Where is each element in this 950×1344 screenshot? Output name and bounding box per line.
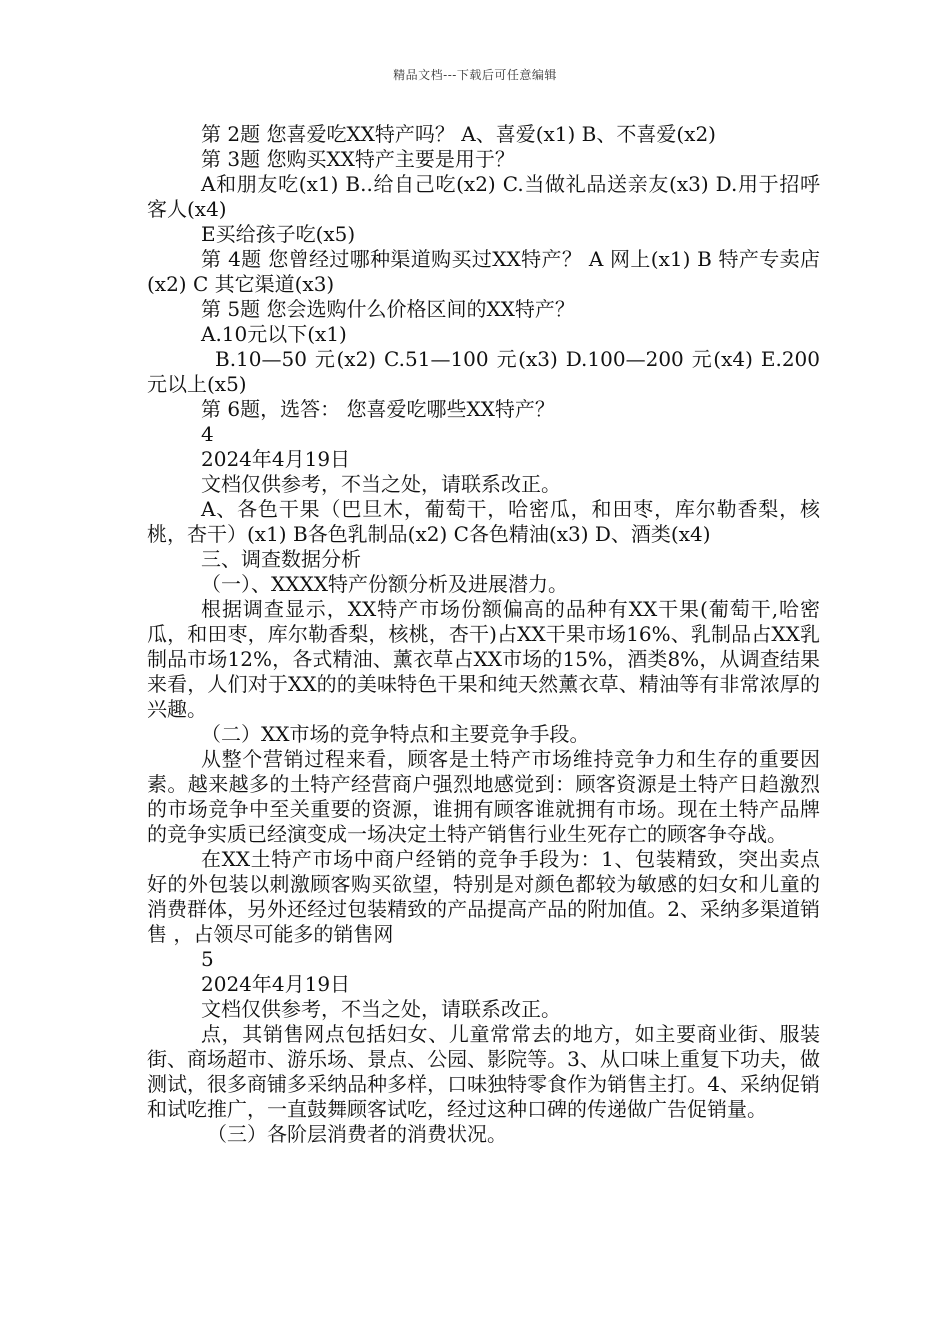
body-paragraph: 点，其销售网点包括妇女、儿童常常去的地方，如主要商业街、服装街、商场超市、游乐场、景点、公园、影院等。3、从口味上重复下功夫，做测试，很多商铺多采纳品种多样，口味独特零食作为销售主打。4、采纳促销和试吃推广，一直鼓舞顾客试吃，经过这种口碑的传递做广告促销量。 — [147, 1022, 820, 1121]
question-5-option-a: A.10元以下(x1) — [201, 322, 347, 346]
page-number: 4 — [201, 422, 214, 446]
page-date: 2024年4月19日 — [201, 972, 351, 996]
page-number: 5 — [201, 947, 214, 971]
page-header: 精品文档---下载后可任意编辑 — [393, 68, 557, 82]
subsection-heading: （一）、XXXX特产份额分析及进展潜力。 — [201, 572, 568, 596]
question-5-options: B.10—50 元(x2) C.51—100 元(x3) D.100—200 元(x4) E.200元以上(x5) — [147, 347, 820, 396]
document-body — [147, 122, 820, 1147]
question-2: 第 2题 您喜爱吃XX特产吗？ A、喜爱(x1) B、不喜爱(x2) — [201, 122, 716, 146]
subsection-heading: （二）XX市场的竞争特点和主要竞争手段。 — [201, 722, 590, 746]
question-3: 第 3题 您购买XX特产主要是用于？ — [201, 147, 515, 171]
question-3-option-e: E买给孩子吃(x5) — [201, 222, 356, 246]
page-note: 文档仅供参考，不当之处，请联系改正。 — [201, 472, 561, 496]
question-5: 第 5题 您会选购什么价格区间的XX特产？ — [201, 297, 575, 321]
subsection-heading: （三）各阶层消费者的消费状况。 — [207, 1122, 507, 1146]
question-3-options: A和朋友吃(x1) B..给自己吃(x2) C.当做礼品送亲友(x3) D.用于招呼客人(x4) — [147, 172, 820, 221]
question-4: 第 4题 您曾经过哪种渠道购买过XX特产？ A 网上(x1) B 特产专卖店(x2) C 其它渠道(x3) — [147, 247, 820, 296]
body-paragraph: 根据调查显示，XX特产市场份额偏高的品种有XX干果(葡萄干,哈密瓜，和田枣，库尔勒香梨，核桃，杏干)占XX干果市场16%、乳制品占XX乳制品市场12%，各式精油、薰衣草占XX市场的15%，酒类8%，从调查结果来看，人们对于XX的的美味特色干果和纯天然薰衣草、精油等有非常浓厚的兴趣。 — [147, 597, 820, 721]
page-date: 2024年4月19日 — [201, 447, 351, 471]
question-6-options: A、各色干果（巴旦木，葡萄干，哈密瓜，和田枣，库尔勒香梨，核桃，杏干）(x1) B各色乳制品(x2) C各色精油(x3) D、酒类(x4) — [147, 497, 820, 546]
body-paragraph: 从整个营销过程来看，顾客是土特产市场维持竞争力和生存的重要因素。越来越多的土特产经营商户强烈地感觉到：顾客资源是土特产日趋激烈的市场竞争中至关重要的资源，谁拥有顾客谁就拥有市场。现在土特产品牌的竞争实质已经演变成一场决定土特产销售行业生死存亡的顾客争夺战。 — [147, 747, 820, 846]
body-paragraph: 在XX土特产市场中商户经销的竞争手段为：1、包装精致，突出卖点好的外包装以刺激顾客购买欲望，特别是对颜色都较为敏感的妇女和儿童的消费群体，另外还经过包装精致的产品提高产品的附加值。2、采纳多渠道销售 ，占领尽可能多的销售网 — [147, 847, 820, 946]
question-6: 第 6题，选答： 您喜爱吃哪些XX特产？ — [201, 397, 555, 421]
section-heading: 三、调查数据分析 — [201, 547, 361, 571]
page-note: 文档仅供参考，不当之处，请联系改正。 — [201, 997, 561, 1021]
